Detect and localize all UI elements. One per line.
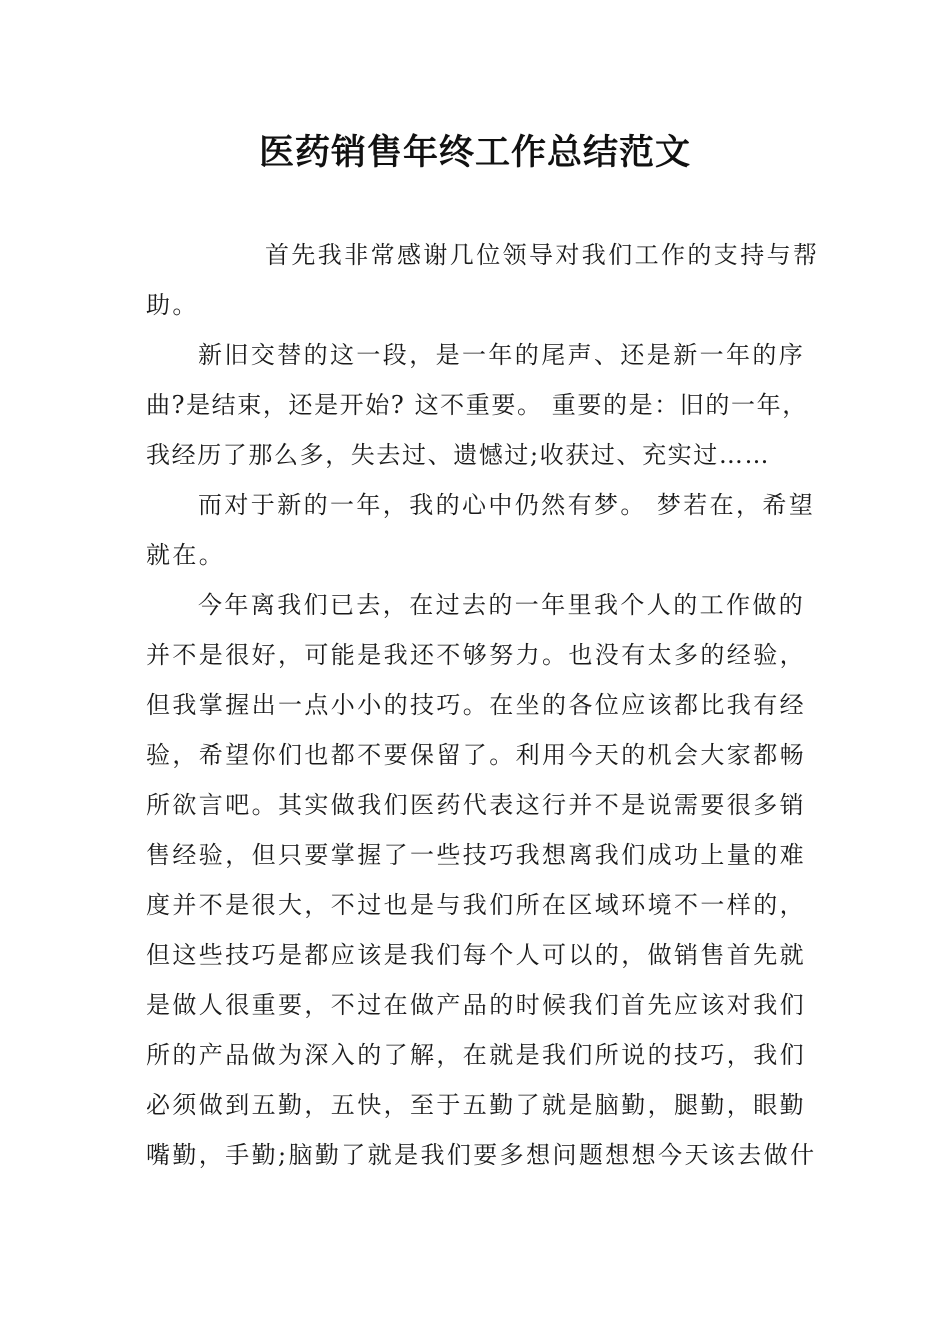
paragraph-line: 并不是很好，可能是我还不够努力。也没有太多的经验，: [146, 641, 806, 669]
paragraph-line: 嘴勤，手勤;脑勤了就是我们要多想问题想想今天该去做什: [146, 1141, 817, 1169]
paragraph-line: 售经验，但只要掌握了一些技巧我想离我们成功上量的难: [146, 841, 806, 869]
paragraph-line: 必须做到五勤，五快，至于五勤了就是脑勤，腿勤，眼勤: [146, 1091, 806, 1119]
paragraph-line: 新旧交替的这一段，是一年的尾声、还是新一年的序: [198, 341, 806, 369]
paragraph-line: 今年离我们已去，在过去的一年里我个人的工作做的: [198, 591, 806, 619]
paragraph-line: 曲?是结束，还是开始? 这不重要。 重要的是：旧的一年，: [146, 391, 808, 419]
paragraph-line: 就在。: [146, 541, 226, 569]
paragraph-line: 度并不是很大，不过也是与我们所在区域环境不一样的，: [146, 891, 806, 919]
paragraph-line: 但我掌握出一点小小的技巧。在坐的各位应该都比我有经: [146, 691, 806, 719]
paragraph-line: 但这些技巧是都应该是我们每个人可以的，做销售首先就: [146, 941, 806, 969]
paragraph-line: 首先我非常感谢几位领导对我们工作的支持与帮: [265, 241, 820, 269]
paragraph-line: 助。: [146, 291, 199, 319]
paragraph-line: 所的产品做为深入的了解，在就是我们所说的技巧，我们: [146, 1041, 806, 1069]
paragraph-line: 是做人很重要，不过在做产品的时候我们首先应该对我们: [146, 991, 806, 1019]
paragraph-line: 所欲言吧。其实做我们医药代表这行并不是说需要很多销: [146, 791, 806, 819]
paragraph-line: 验，希望你们也都不要保留了。利用今天的机会大家都畅: [146, 741, 806, 769]
document-title: 医药销售年终工作总结范文: [258, 133, 691, 173]
paragraph-line: 我经历了那么多，失去过、遗憾过;收获过、充实过……: [146, 441, 771, 469]
paragraph-line: 而对于新的一年，我的心中仍然有梦。 梦若在，希望: [198, 491, 816, 519]
